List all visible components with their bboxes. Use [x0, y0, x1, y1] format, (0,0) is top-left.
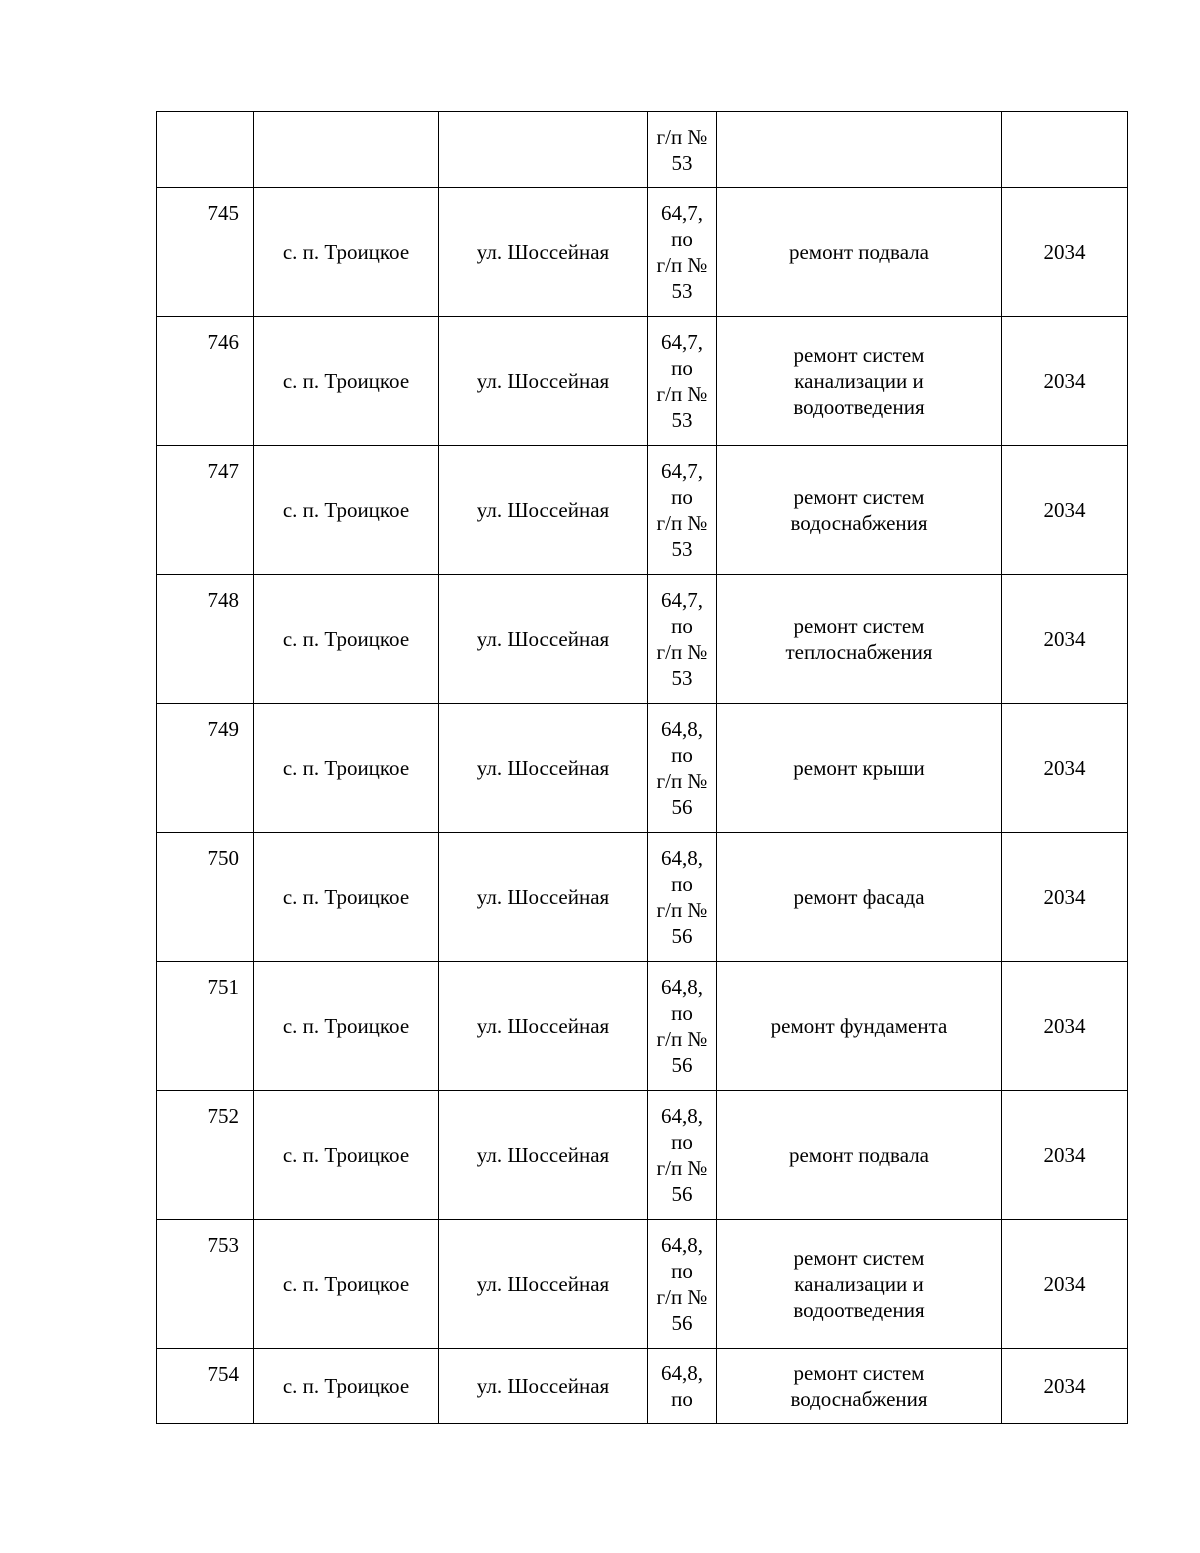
street-cell: ул. Шоссейная [439, 833, 648, 962]
street-cell: ул. Шоссейная [439, 962, 648, 1091]
table-row [157, 112, 1128, 188]
row-number-cell: 749 [157, 704, 254, 833]
settlement-cell: с. п. Троицкое [254, 962, 439, 1091]
work-type-cell: ремонт систем водоснабжения [717, 446, 1002, 575]
house-cell [648, 112, 717, 188]
row-number-cell: 747 [157, 446, 254, 575]
row-number-cell: 750 [157, 833, 254, 962]
row-number-cell: 754 [157, 1349, 254, 1424]
house-cell [648, 575, 717, 704]
house-text: 64,8, по [661, 1361, 703, 1411]
work-type-cell: ремонт фундамента [717, 962, 1002, 1091]
row-number-cell [157, 112, 254, 188]
work-type-cell: ремонт подвала [717, 1091, 1002, 1220]
street-cell: ул. Шоссейная [439, 317, 648, 446]
year-cell: 2034 [1002, 1220, 1128, 1349]
row-number-cell: 753 [157, 1220, 254, 1349]
house-cell [648, 188, 717, 317]
house-cell [648, 1220, 717, 1349]
table-row [157, 962, 1128, 1091]
row-number-cell: 745 [157, 188, 254, 317]
settlement-cell: с. п. Троицкое [254, 446, 439, 575]
table-row [157, 1349, 1128, 1424]
year-cell: 2034 [1002, 704, 1128, 833]
settlement-cell: с. п. Троицкое [254, 317, 439, 446]
street-cell: ул. Шоссейная [439, 188, 648, 317]
work-type-cell: ремонт систем канализации и водоотведения [717, 317, 1002, 446]
settlement-cell: с. п. Троицкое [254, 1349, 439, 1424]
year-cell: 2034 [1002, 188, 1128, 317]
house-text: 64,8, по г/п № 56 [656, 975, 708, 1077]
year-cell: 2034 [1002, 1091, 1128, 1220]
table-row [157, 446, 1128, 575]
repair-schedule-table [156, 111, 1128, 1424]
table-row [157, 575, 1128, 704]
house-text: 64,8, по г/п № 56 [656, 1104, 708, 1206]
house-cell [648, 962, 717, 1091]
year-cell: 2034 [1002, 575, 1128, 704]
house-text: 64,7, по г/п № 53 [656, 459, 708, 561]
settlement-cell: с. п. Троицкое [254, 1220, 439, 1349]
house-cell [648, 833, 717, 962]
work-type-cell: ремонт фасада [717, 833, 1002, 962]
house-text: 64,7, по г/п № 53 [656, 588, 708, 690]
row-number-cell: 751 [157, 962, 254, 1091]
work-type-cell: ремонт крыши [717, 704, 1002, 833]
row-number-cell: 746 [157, 317, 254, 446]
house-cell [648, 1349, 717, 1424]
table-row [157, 188, 1128, 317]
street-cell: ул. Шоссейная [439, 575, 648, 704]
work-type-cell: ремонт систем канализации и водоотведения [717, 1220, 1002, 1349]
work-type-cell: ремонт систем водоснабжения [717, 1349, 1002, 1424]
work-type-cell: ремонт систем теплоснабжения [717, 575, 1002, 704]
settlement-cell: с. п. Троицкое [254, 575, 439, 704]
street-cell [439, 112, 648, 188]
work-type-cell: ремонт подвала [717, 188, 1002, 317]
house-text: 64,8, по г/п № 56 [656, 1233, 708, 1335]
year-cell: 2034 [1002, 446, 1128, 575]
row-number-cell: 752 [157, 1091, 254, 1220]
year-cell: 2034 [1002, 317, 1128, 446]
house-cell [648, 446, 717, 575]
table-row [157, 317, 1128, 446]
house-cell [648, 317, 717, 446]
year-cell: 2034 [1002, 833, 1128, 962]
house-text: г/п № 53 [656, 124, 708, 175]
table-row [157, 1091, 1128, 1220]
table-row [157, 1220, 1128, 1349]
house-cell [648, 1091, 717, 1220]
year-cell: 2034 [1002, 1349, 1128, 1424]
year-cell: 2034 [1002, 962, 1128, 1091]
street-cell: ул. Шоссейная [439, 446, 648, 575]
street-cell: ул. Шоссейная [439, 1091, 648, 1220]
table-row [157, 704, 1128, 833]
house-text: 64,8, по г/п № 56 [656, 717, 708, 819]
settlement-cell [254, 112, 439, 188]
table-row [157, 833, 1128, 962]
settlement-cell: с. п. Троицкое [254, 188, 439, 317]
settlement-cell: с. п. Троицкое [254, 1091, 439, 1220]
street-cell: ул. Шоссейная [439, 704, 648, 833]
street-cell: ул. Шоссейная [439, 1220, 648, 1349]
year-cell [1002, 112, 1128, 188]
house-cell [648, 704, 717, 833]
house-text: 64,8, по г/п № 56 [656, 846, 708, 948]
work-type-cell [717, 112, 1002, 188]
row-number-cell: 748 [157, 575, 254, 704]
house-text: 64,7, по г/п № 53 [656, 201, 708, 303]
settlement-cell: с. п. Троицкое [254, 704, 439, 833]
settlement-cell: с. п. Троицкое [254, 833, 439, 962]
house-text: 64,7, по г/п № 53 [656, 330, 708, 432]
street-cell: ул. Шоссейная [439, 1349, 648, 1424]
